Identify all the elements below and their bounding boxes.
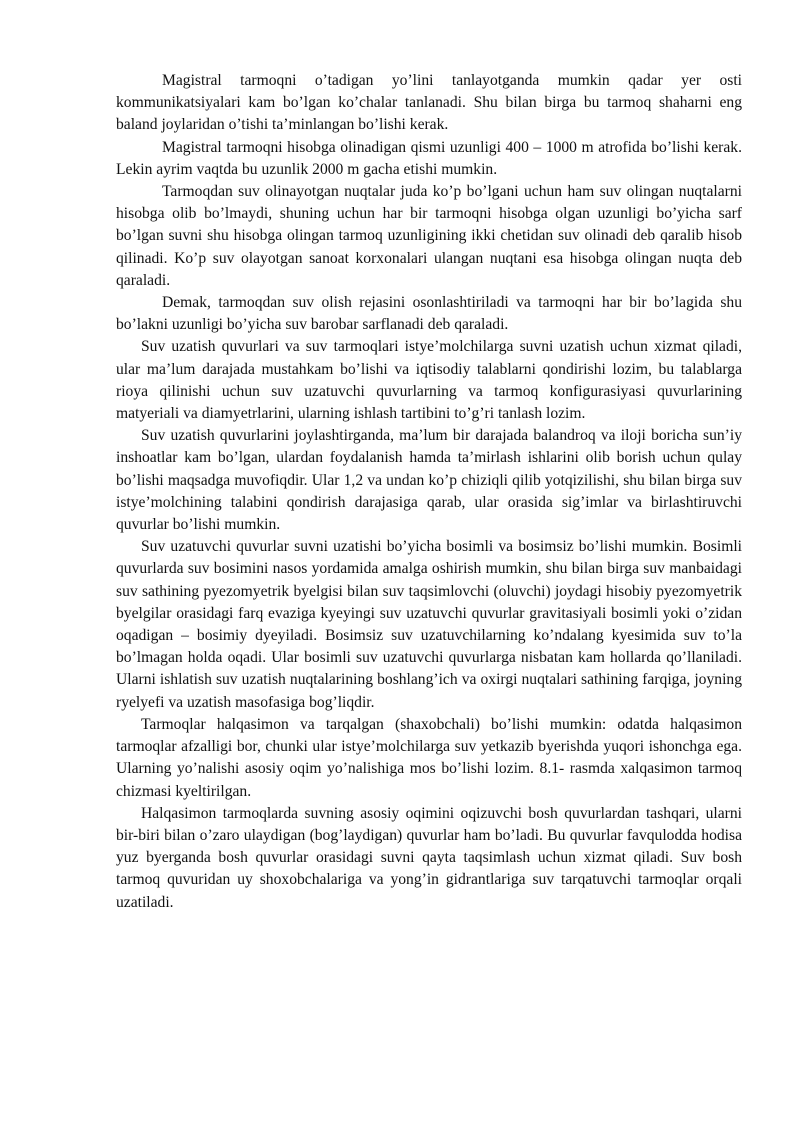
paragraph-supply-pipelines: Suv uzatish quvurlari va suv tarmoqlari istye’molchilarga suvni uzatish uchun xizmat qiladi, ular ma’lum darajada mustahkam bo’lishi va iqtisodiy talablarni qondirishi lozim, bu talablarga rioya qilinishi uchun suv uzatuvchi quvurlarning va tarmoq konfigurasiyasi quvurlarining matyeriali va diamyetrlarini, ularning ishlash tartibini to’g’ri tanlash lozim. — [116, 338, 742, 423]
document-page — [116, 70, 742, 914]
paragraph-ring-networks: Halqasimon tarmoqlarda suvning asosiy oqimini oqizuvchi bosh quvurlardan tashqari, ularni bir-biri bilan o’zaro ulaydigan (bog’laydigan) quvurlar ham bo’ladi. Bu quvurlar favqulodda hodisa yuz byerganda bosh quvurlar orasidagi suvni qayta taqsimlash uchun xizmat qiladi. Suv bosh tarmoq quvuridan uy shoxobchalariga va yong’in gidrantlariga suv tarqatuvchi tarmoqlar orqali uzatiladi. — [116, 804, 742, 911]
paragraph-withdrawal-plan: Demak, tarmoqdan suv olish rejasini osonlashtiriladi va tarmoqni har bir bo’lagida shu bo’lakni uzunligi bo’yicha suv barobar sarflanadi deb qaraladi. — [116, 294, 742, 334]
paragraph-network-types: Tarmoqlar halqasimon va tarqalgan (shaxobchali) bo’lishi mumkin: odatda halqasimon tarmoqlar afzalligi bor, chunki ular istye’molchilarga suv yetkazib byerishda yuqori ishonchga ega. Ularning yo’nalishi asosiy oqim yo’nalishiga mos bo’lishi lozim. 8.1- rasmda xalqasimon tarmoq chizmasi kyeltirilgan. — [116, 715, 742, 800]
paragraph-water-withdrawal-points: Tarmoqdan suv olinayotgan nuqtalar juda ko’p bo’lgani uchun ham suv olingan nuqtalarni hisobga olib bo’lmaydi, shuning uchun har bir tarmoqni hisobga olgan uzunligi bo’yicha sarf bo’lgan suvni shu hisobga olingan tarmoq uzunligining ikki chetidan suv olinadi deb qaralib hisob qilinadi. Ko’p suv olayotgan sanoat korxonalari ulangan nuqtani esa hisobga olingan nuqta deb qaraladi. — [116, 183, 742, 289]
paragraph-pipeline-placement: Suv uzatish quvurlarini joylashtirganda, ma’lum bir darajada balandroq va iloji boricha sun’iy inshoatlar kam bo’lgan, ulardan foydalanish hamda ta’mirlash ishlarini olib borish uchun qulay bo’lishi maqsadga muvofiqdir. Ular 1,2 va undan ko’p chiziqli qilib yotqizilishi, shu bilan birga suv istye’molchining talabini qondirish darajasiga qarab, ular orasida sig’imlar va birlashtiruvchi quvurlar bo’lishi mumkin. — [116, 427, 742, 534]
paragraph-calculated-length: Magistral tarmoqni hisobga olinadigan qismi uzunligi 400 – 1000 m atrofida bo’lishi kerak. Lekin ayrim vaqtda bu uzunlik 2000 m gacha etishi mumkin. — [116, 138, 742, 178]
paragraph-pressure-types: Suv uzatuvchi quvurlar suvni uzatishi bo’yicha bosimli va bosimsiz bo’lishi mumkin. Bosimli quvurlarda suv bosimini nasos yordamida amalga oshirish mumkin, shu bilan birga suv manbaidagi suv sathining pyezomyetrik byelgisi bilan suv taqsimlovchi (oluvchi) joydagi hisobiy pyezomyetrik byelgilar orasidagi farq evaziga kyeyingi suv uzatuvchi quvurlar gravitasiyali bosimli yoki o’zidan oqadigan – bosimiy dyeyiladi. Bosimsiz suv uzatuvchilarning ko’ndalang kyesimida suv to’la bo’lmagan holda oqadi. Ular bosimli suv uzatuvchi quvurlarga nisbatan kam hollarda qo’llaniladi. Ularni ishlatish suv uzatish nuqtalarining boshlang’ich va oxirgi nuqtalari sathining farqiga, joyning ryelyefi va uzatish masofasiga bog’liqdir. — [116, 538, 742, 711]
paragraph-route-selection: Magistral tarmoqni o’tadigan yo’lini tanlayotganda mumkin qadar yer osti kommunikatsiyalari kam bo’lgan ko’chalar tanlanadi. Shu bilan birga bu tarmoq shaharni eng baland joylaridan o’tishi ta’minlangan bo’lishi kerak. — [116, 72, 742, 134]
